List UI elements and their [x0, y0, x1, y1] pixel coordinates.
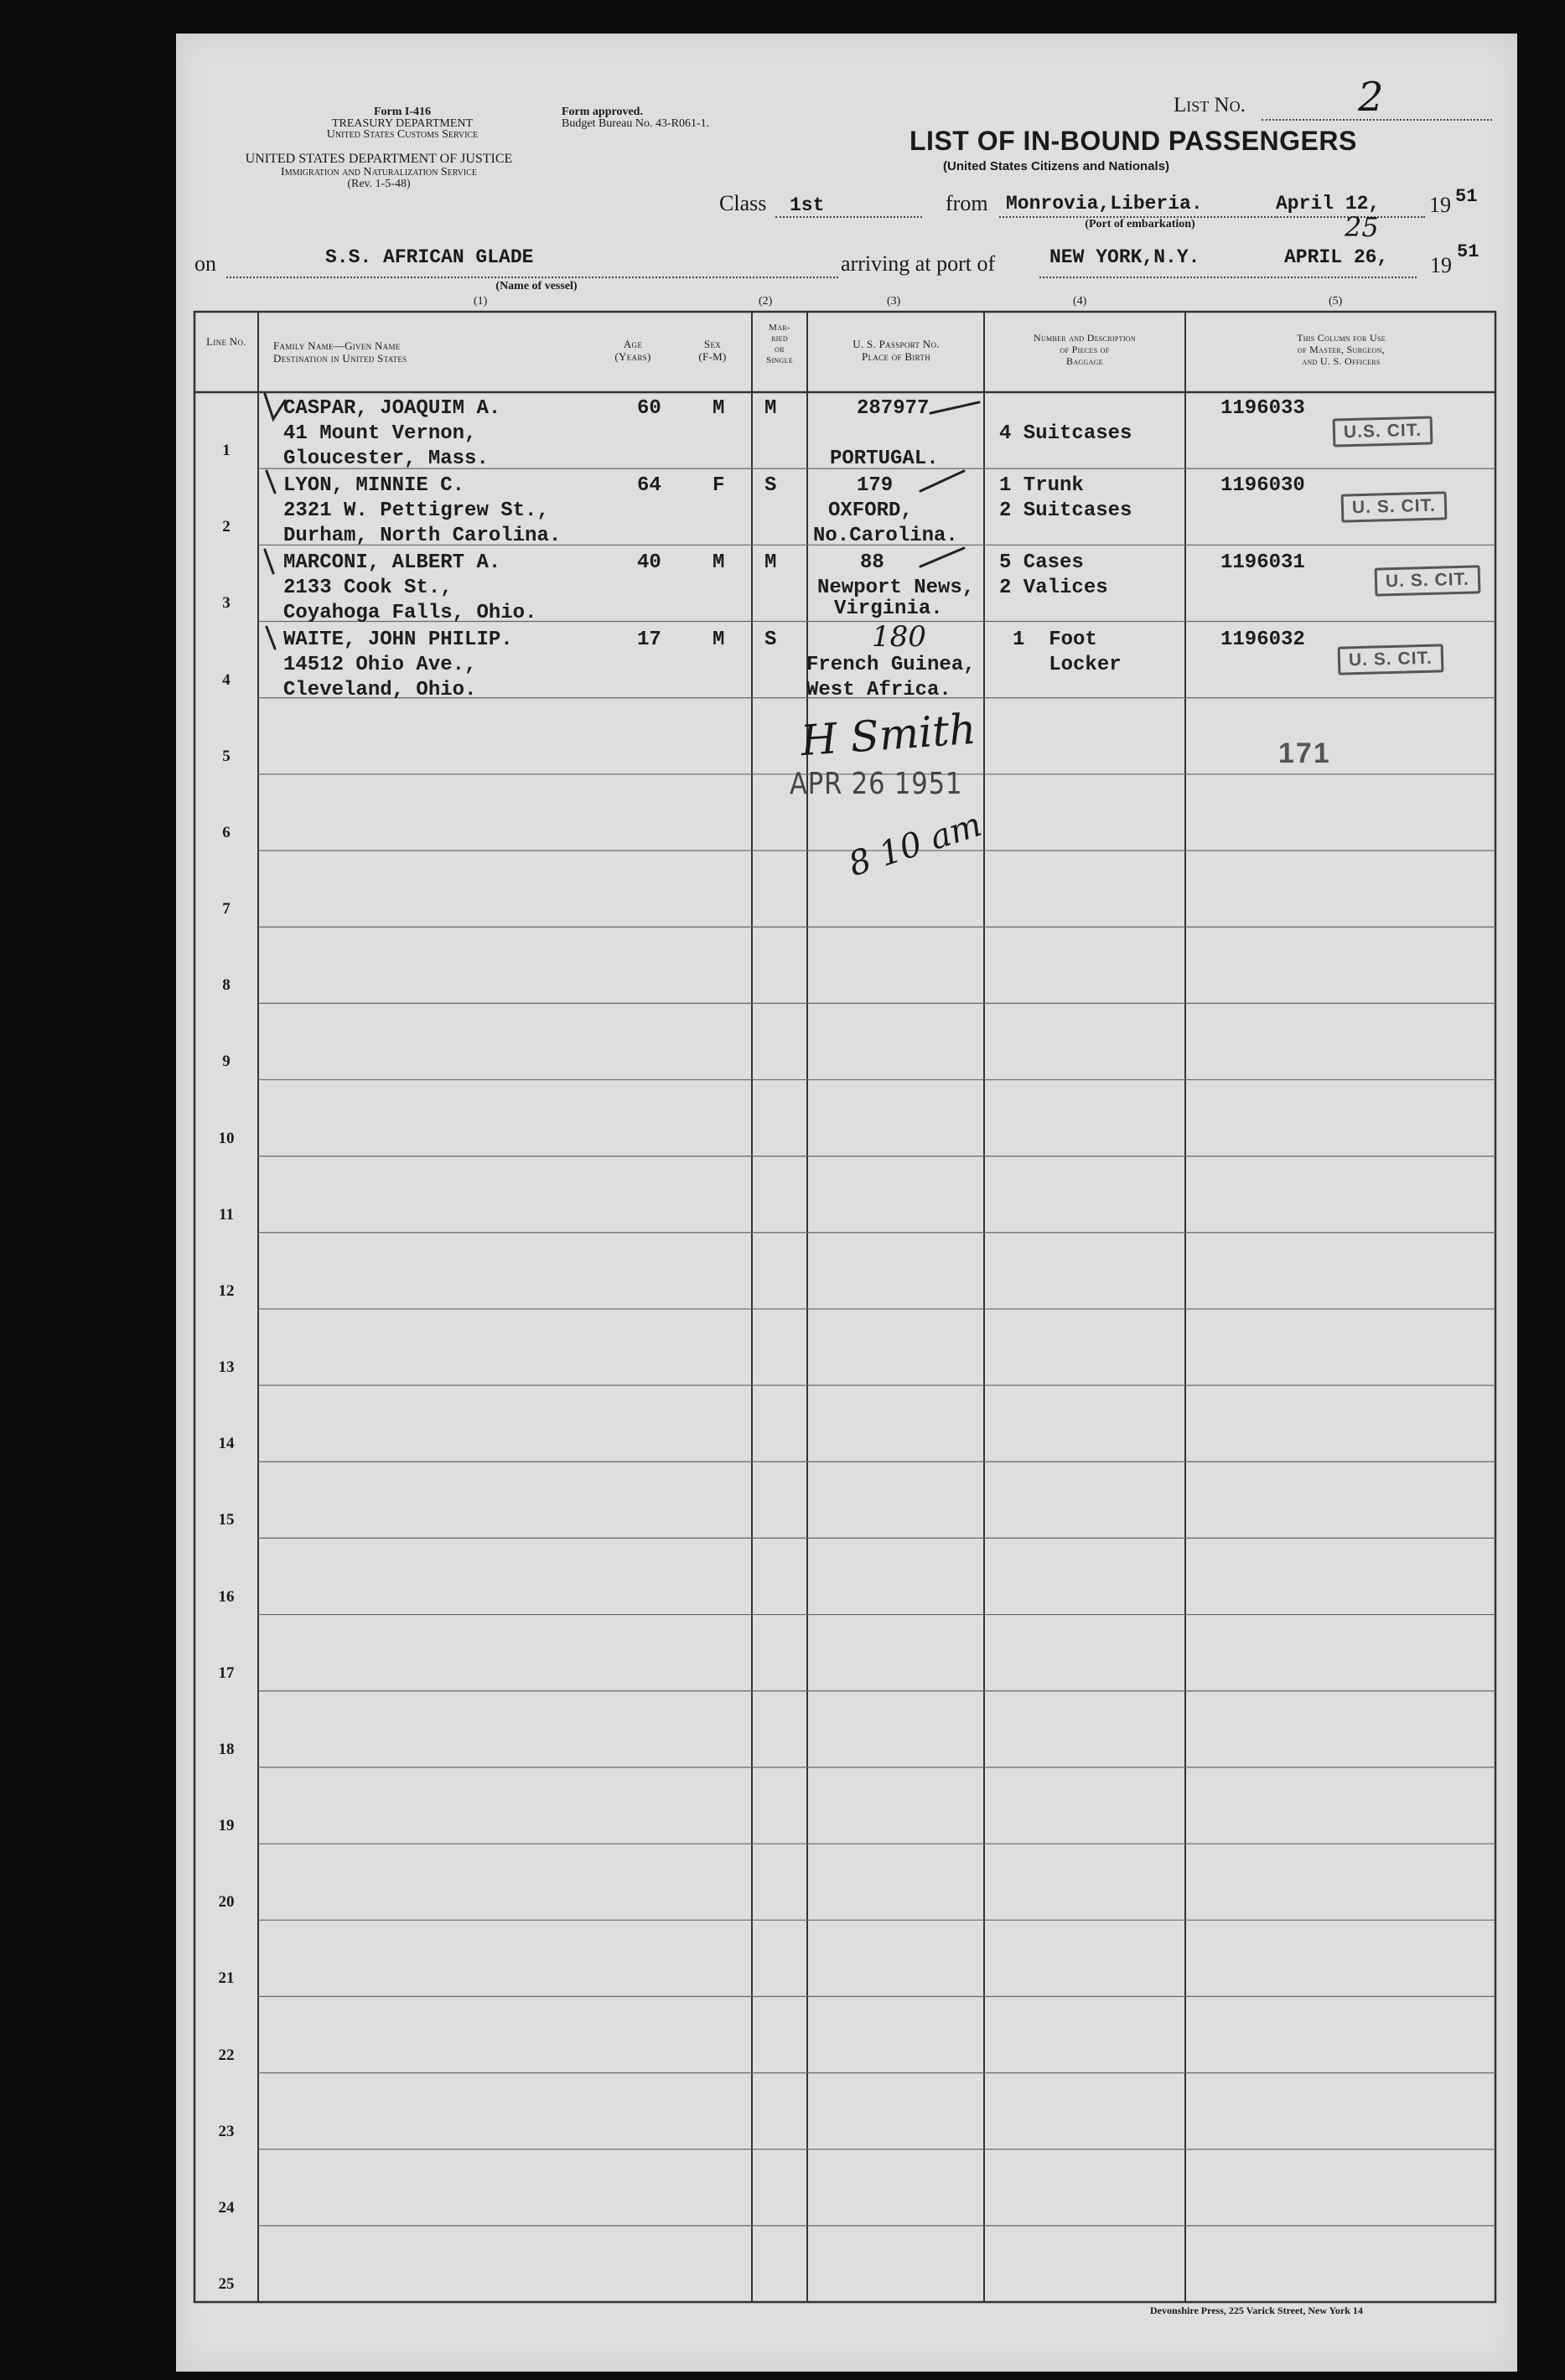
- passenger-marital: M: [764, 551, 777, 574]
- line-number: 1: [222, 442, 231, 460]
- margin-mark: 171: [1278, 737, 1331, 769]
- departure-year: 51: [1455, 186, 1478, 207]
- col-header-sex: Sex (F-M): [698, 338, 727, 363]
- baggage-2: Locker: [1013, 654, 1122, 676]
- passenger-city: Coyahoga Falls, Ohio.: [283, 602, 537, 624]
- line-number: 11: [219, 1205, 234, 1224]
- line-number: 25: [218, 2275, 235, 2293]
- baggage: 4 Suitcases: [999, 422, 1132, 445]
- birth-place: French Guinea,: [806, 654, 976, 676]
- col-num-3: (3): [887, 295, 901, 308]
- revision: (Rev. 1-5-48): [347, 178, 411, 190]
- line-number: 5: [222, 747, 231, 765]
- citizen-stamp: U. S. CIT.: [1338, 644, 1444, 675]
- passport-number: 180: [872, 620, 926, 654]
- port-caption: (Port of embarkation): [1085, 218, 1195, 230]
- passenger-sex: M: [713, 397, 725, 420]
- passenger-marital: S: [764, 629, 777, 651]
- passenger-name: MARCONI, ALBERT A.: [283, 551, 501, 574]
- passenger-name: WAITE, JOHN PHILIP.: [283, 629, 513, 651]
- passenger-city: Cleveland, Ohio.: [283, 679, 477, 701]
- line-number: 24: [218, 2198, 235, 2217]
- arrival-year: 51: [1457, 241, 1479, 262]
- baggage: 1 Foot: [1013, 629, 1097, 651]
- passenger-name: CASPAR, JOAQUIM A.: [283, 397, 501, 420]
- passenger-sex: M: [713, 551, 725, 574]
- line-number: 20: [218, 1893, 235, 1912]
- time-note: 8 10 am: [843, 805, 987, 885]
- arrival-port: NEW YORK,N.Y.: [1049, 246, 1200, 268]
- passenger-address: 14512 Ohio Ave.,: [283, 654, 477, 676]
- arrival-date-correction: 25: [1345, 211, 1379, 243]
- baggage-2: 2 Valices: [999, 577, 1108, 599]
- col-header-married: Mar- ried or Single: [766, 323, 793, 365]
- class-label: Class: [719, 191, 767, 215]
- arrival-year-prefix: 19: [1430, 253, 1452, 277]
- from-label: from: [946, 191, 988, 215]
- passenger-age: 40: [637, 551, 661, 574]
- birth-state: No.Carolina.: [813, 525, 958, 547]
- line-number: 6: [222, 823, 231, 841]
- birth-state: Virginia.: [834, 598, 943, 620]
- list-no-label: List No.: [1174, 94, 1246, 116]
- vessel-name: S.S. AFRICAN GLADE: [325, 246, 534, 268]
- vessel-caption: (Name of vessel): [495, 280, 578, 292]
- col-header-passport: U. S. Passport No. Place of Birth: [852, 338, 940, 363]
- justice-department: UNITED STATES DEPARTMENT OF JUSTICE: [245, 152, 513, 166]
- col-header-line-no: Line No.: [206, 335, 246, 348]
- col-header-name: Family Name—Given Name Destination in United States: [273, 339, 407, 365]
- col-num-1: (1): [474, 295, 488, 308]
- passport-number: 287977: [857, 397, 930, 420]
- passenger-city: Gloucester, Mass.: [283, 448, 489, 470]
- line-number: 23: [218, 2122, 235, 2140]
- line-number: 12: [218, 1281, 235, 1300]
- on-label: on: [194, 251, 216, 276]
- form-approved: Form approved.: [562, 106, 643, 118]
- line-number: 7: [222, 900, 231, 918]
- line-number: 10: [218, 1129, 235, 1147]
- line-number: 3: [222, 594, 231, 613]
- department: TREASURY DEPARTMENT: [331, 117, 474, 130]
- passport-number: 88: [860, 551, 884, 574]
- birth-place: Newport News,: [817, 577, 975, 599]
- line-number: 18: [218, 1740, 235, 1758]
- passenger-address: 2321 W. Pettigrew St.,: [283, 499, 549, 522]
- departure-year-prefix: 19: [1429, 193, 1451, 217]
- passenger-marital: S: [764, 474, 777, 497]
- passenger-age: 64: [637, 474, 661, 497]
- line-number: 15: [218, 1511, 235, 1529]
- reference-number: 1196032: [1220, 629, 1305, 651]
- passenger-age: 60: [637, 397, 661, 420]
- line-number: 21: [218, 1969, 235, 1988]
- budget-bureau: Budget Bureau No. 43-R061-1.: [562, 117, 710, 130]
- line-number: 19: [218, 1817, 235, 1835]
- col-num-5: (5): [1329, 295, 1343, 308]
- reference-number: 1196030: [1220, 474, 1305, 497]
- line-number: 4: [222, 670, 231, 689]
- line-number: 13: [218, 1358, 235, 1377]
- col-header-age: Age (Years): [614, 338, 651, 363]
- passenger-name: LYON, MINNIE C.: [283, 474, 465, 497]
- line-number: 8: [222, 976, 231, 995]
- passenger-city: Durham, North Carolina.: [283, 525, 562, 547]
- arrival-date: APRIL 26,: [1284, 246, 1389, 268]
- citizen-stamp: U. S. CIT.: [1375, 565, 1481, 596]
- customs-service: United States Customs Service: [326, 128, 479, 141]
- col-header-officers: This Column for Use of Master, Surgeon, and U. S. Officers: [1297, 332, 1386, 367]
- reference-number: 1196031: [1220, 551, 1305, 574]
- passenger-address: 41 Mount Vernon,: [283, 422, 477, 445]
- line-number: 16: [218, 1587, 235, 1606]
- citizen-stamp: U. S. CIT.: [1341, 491, 1448, 522]
- line-number: 17: [218, 1663, 235, 1682]
- birth-place: OXFORD,: [828, 499, 913, 522]
- line-number: 22: [218, 2046, 235, 2064]
- birth-state: West Africa.: [806, 679, 951, 701]
- reference-number: 1196033: [1220, 397, 1305, 420]
- citizen-stamp: U.S. CIT.: [1333, 416, 1433, 447]
- col-num-2: (2): [759, 295, 773, 308]
- baggage-2: 2 Suitcases: [999, 499, 1132, 522]
- passport-number: 179: [857, 474, 894, 497]
- line-number: 14: [218, 1435, 235, 1453]
- col-header-baggage: Number and Description of Pieces of Baggage: [1034, 332, 1136, 367]
- list-number: 2: [1358, 74, 1384, 121]
- printer-imprint: Devonshire Press, 225 Varick Street, New York 14: [1150, 2305, 1363, 2316]
- class-value: 1st: [790, 194, 825, 216]
- page-title: LIST OF IN-BOUND PASSENGERS: [909, 126, 1357, 156]
- baggage: 5 Cases: [999, 551, 1084, 574]
- baggage: 1 Trunk: [999, 474, 1084, 497]
- immigration-service: Immigration and Naturalization Service: [281, 166, 477, 178]
- passenger-sex: M: [713, 629, 725, 651]
- birth-place: PORTUGAL.: [830, 448, 939, 470]
- line-number: 2: [222, 518, 231, 536]
- passenger-marital: M: [764, 397, 777, 420]
- line-number: 9: [222, 1053, 231, 1071]
- date-stamp: APR 26 1951: [790, 767, 963, 801]
- from-value: Monrovia,Liberia.: [1006, 193, 1203, 215]
- page-subtitle: (United States Citizens and Nationals): [943, 159, 1170, 173]
- passenger-sex: F: [713, 474, 725, 497]
- form-number: Form I-416: [373, 106, 432, 118]
- passenger-age: 17: [637, 629, 661, 651]
- col-num-4: (4): [1073, 295, 1087, 308]
- inspector-signature: H Smith: [799, 704, 978, 766]
- arriving-label: arriving at port of: [841, 251, 996, 276]
- departure-date: April 12,: [1276, 193, 1381, 215]
- passenger-address: 2133 Cook St.,: [283, 577, 453, 599]
